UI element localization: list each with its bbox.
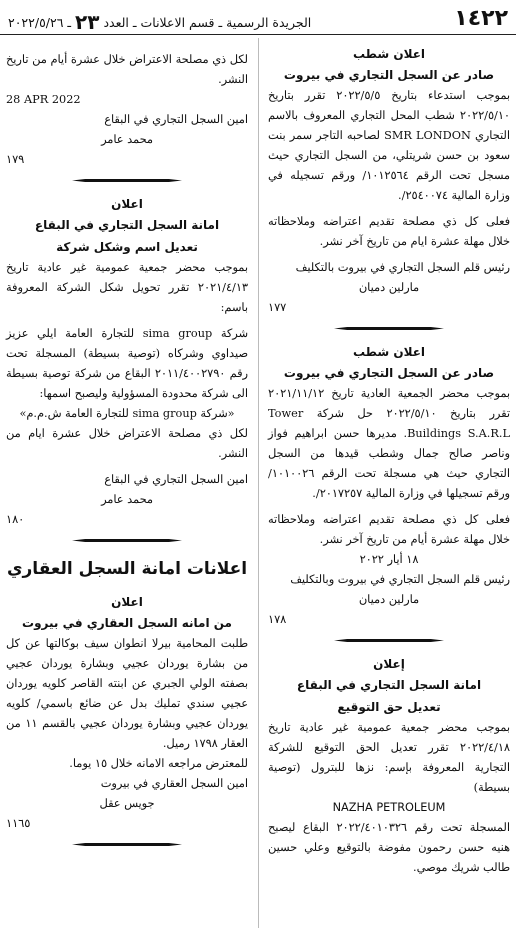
company-latin-name: NAZHA PETROLEUM — [332, 801, 446, 814]
page-number: ١٤٢٢ — [454, 6, 508, 31]
signer-name: محمد عامر — [101, 133, 153, 146]
notice-heading: صادر عن السجل التجاري في بيروت — [283, 68, 495, 82]
notice-number: ١٧٧ — [268, 301, 287, 314]
signer-title: رئيس قلم السجل التجاري في بيروت وبالتكليف — [290, 573, 510, 586]
notice-body-continued: المسجلة تحت رقم ٢٠٢٢/٤٠١٠٣٢٦ البقاع ليصبح هنيه حسن رحمون مفوضة بالتوقيع وعلي حسين طالب شريك موصي. — [268, 821, 510, 874]
notice-body: بموجب محضر الجمعية العادية تاريخ ٢٠٢١/١١/١٢ تقرر بتاريخ ٢٠٢٢/٥/١٠ حل شركة Tower Buildings S.A.R.L. مديرها حسن ابراهيم فواز وناصر صالح جمال وشطب قيدها من السجل التجاري حيث هي مسجلة تحت الرقم ١٠١٠٠٢٦/ ورقم تسجيلها في وزارة المالية ٢٠١٧٢٥٧/. — [268, 387, 510, 500]
signer-name: مارلين دميان — [358, 281, 420, 294]
notice-subheading: تعديل حق التوقيع — [337, 700, 441, 714]
signer-name: محمد عامر — [101, 493, 153, 506]
section-title: اعلانات امانة السجل العقاري — [6, 559, 248, 579]
notice-body: بموجب محضر جمعية عمومية غير عادية تاريخ ٢٠٢٢/٤/١٨ تقرر تعديل الحق التوقيع للشركة التجارية المعروفة بإسم: نزها للبترول (توصية بسيطة) — [268, 721, 510, 794]
notice-objection: لكل ذي مصلحة الاعتراض خلال عشرة أيام من تاريخ النشر. — [6, 53, 248, 86]
notice-body: طلبت المحامية بيرلا انطوان سيف بوكالتها عن كل من بشارة يوردان عجيي وبشارة يوردان عجيي بصفته الولي الجبري عن ابنته القاصر كلويه يوردان عجيي سندي تمليك بدل عن ضائع باسمي/ كلويه يوردان عجيي وبشارة يوردان عجيي بالقسم ١١ من العقار ١٧٩٨ رميل. — [6, 637, 248, 750]
notice-label: اعلان شطب — [352, 345, 426, 359]
notice-number: ١٧٨ — [268, 613, 287, 626]
section-divider — [268, 634, 510, 646]
notice-heading: من امانه السجل العقاري في بيروت — [22, 616, 232, 630]
notice-objection: للمعترض مراجعه الامانه خلال ١٥ يوما. — [69, 757, 248, 770]
signer-title: رئيس قلم السجل التجاري في بيروت بالتكليف — [295, 261, 510, 274]
left-column — [6, 50, 248, 858]
signer-name: جويس عقل — [99, 797, 155, 810]
signer-title: امين السجل العقاري في بيروت — [100, 777, 248, 790]
notice-label: اعلان — [111, 197, 143, 211]
issue-title — [8, 10, 311, 34]
notice-date: 28 APR 2022 — [6, 93, 81, 106]
signer-title: امين السجل التجاري في البقاع — [104, 113, 248, 126]
notice-objection: فعلى كل ذي مصلحة تقديم اعتراضه وملاحظاته خلال مهلة عشرة ايام من تاريخ آخر نشر. — [268, 215, 510, 248]
notice-body: بموجب محضر جمعية عمومية غير عادية تاريخ ٢٠٢١/٤/١٣ تقرر تحويل شكل الشركة المعروفة باسم: — [6, 261, 248, 314]
notice-number: ١١٦٥ — [6, 817, 31, 830]
notice-body-continued: شركة sima group للتجارة العامة ايلي عزيز صيداوي وشركاه (توصية بسيطة) المسجلة تحت رقم ٢٠١١/٤٠٠٢٧٩٠ البقاع من شركة توصية بسيطة الى شركة محدودة المسؤولية وليصبح اسمها: — [6, 327, 249, 400]
issue-title-text: الجريدة الرسمية ـ قسم الاعلانات ـ العدد — [103, 15, 312, 30]
notice-heading: امانة السجل التجاري في البقاع — [34, 218, 220, 232]
section-divider — [6, 838, 248, 850]
new-company-name: «شركة sima group للتجارة العامة ش.م.م» — [19, 407, 235, 420]
page-header — [0, 0, 516, 35]
signer-title: امين السجل التجاري في البقاع — [104, 473, 248, 486]
notice-heading: امانة السجل التجاري في البقاع — [296, 678, 482, 692]
section-divider — [6, 534, 248, 546]
right-column — [268, 44, 510, 878]
notice-number: ١٨٠ — [6, 513, 25, 526]
notice-number: ١٧٩ — [6, 153, 25, 166]
notice-label: اعلان شطب — [352, 47, 426, 61]
notice-objection: فعلى كل ذي مصلحة تقديم اعتراضه وملاحظاته خلال مهلة عشرة أيام من تاريخ آخر نشر. — [268, 513, 510, 546]
column-separator — [258, 38, 259, 928]
notice-label: إعلان — [373, 657, 405, 671]
issue-number: ٢٣ — [75, 10, 100, 34]
notice-date: ١٨ أيار ٢٠٢٢ — [359, 553, 419, 566]
notice-heading: صادر عن السجل التجاري في بيروت — [283, 366, 495, 380]
section-divider — [6, 174, 248, 186]
notice-objection: لكل ذي مصلحة الاعتراض خلال عشرة ايام من النشر. — [6, 427, 248, 460]
signer-name: مارلين دميان — [358, 593, 420, 606]
issue-date: ـ ٢٠٢٢/٥/٢٦ — [8, 15, 72, 30]
notice-subheading: تعديل اسم وشكل شركة — [56, 240, 198, 254]
notice-body: بموجب استدعاء بتاريخ ٢٠٢٢/٥/٥ تقرر بتاريخ ٢٠٢٢/٥/١٠ شطب المحل التجاري المعروف بالاسم التجاري SMR LONDON لصاحبه التاجر سمر بنت سعود بن حسن شريتلي، من السجل التجاري حيث مسجل تحت الرقم ١٠١٢٥٦٤/ ورقم تسجيله في وزارة المالية ٢٥٤٠٠٧٤/. — [268, 89, 510, 202]
notice-label: اعلان — [111, 595, 143, 609]
section-divider — [268, 322, 510, 334]
